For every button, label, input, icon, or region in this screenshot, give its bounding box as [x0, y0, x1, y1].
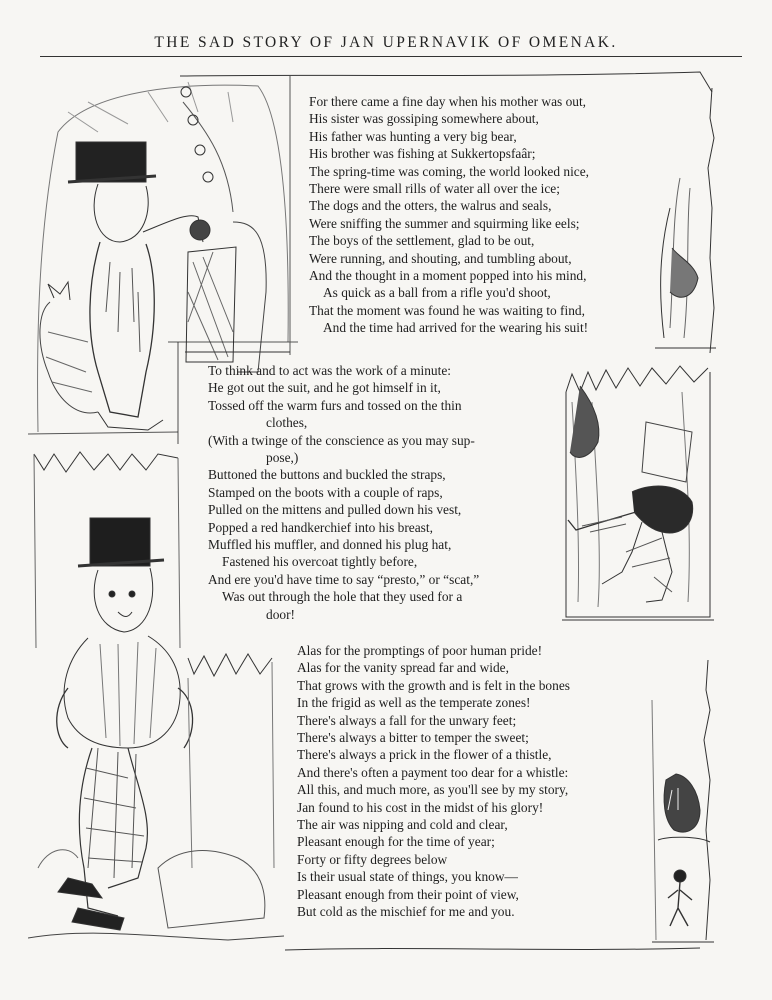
stanza-1-line: His brother was fishing at Sukkertopsfaâr; — [309, 146, 536, 162]
stanza-2-line: clothes, — [266, 415, 308, 431]
stanza-3 — [297, 642, 570, 921]
stanza-3-line: And there's often a payment too dear for a whistle: — [297, 764, 569, 780]
stanza-1-line: And the thought in a moment popped into his mind, — [309, 268, 587, 284]
stanza-1 — [309, 93, 589, 337]
stanza-3-line: But cold as the mischief for me and you. — [297, 904, 515, 920]
stanza-3-line: Pleasant enough from their point of view, — [297, 886, 519, 902]
stanza-1-line: Were running, and shouting, and tumbling about, — [309, 250, 572, 266]
stanza-3-line: Is their usual state of things, you know— — [297, 869, 518, 885]
walrus-figure-drawing — [648, 660, 720, 950]
stanza-2-line: door! — [266, 606, 296, 622]
icicles-right-drawing — [650, 78, 720, 358]
stanza-3-line: All this, and much more, as you'll see by my story, — [297, 782, 569, 798]
stanza-2-line: Fastened his overcoat tightly before, — [222, 554, 418, 570]
stanza-2-line: (With a twinge of the conscience as you may sup- — [208, 432, 475, 448]
stanza-2-line: He got out the suit, and he got himself in it, — [208, 380, 441, 396]
stanza-2-line: Was out through the hole that they used for a — [222, 589, 463, 605]
stanza-2-line: pose,) — [266, 450, 299, 466]
illustration-walrus-and-figure — [648, 660, 720, 950]
stanza-2-line: And ere you'd have time to say “presto,” or “scat,” — [208, 571, 480, 587]
stanza-3-line: Forty or fifty degrees below — [297, 851, 448, 867]
stanza-1-line: His father was hunting a very big bear, — [309, 128, 517, 144]
boy-crawling-drawing — [562, 362, 714, 624]
stanza-1-line: The spring-time was coming, the world looked nice, — [309, 163, 590, 179]
stanza-3-line: In the frigid as well as the temperate zones! — [297, 695, 531, 711]
stanza-3-line: Alas for the vanity spread far and wide, — [297, 660, 509, 676]
stanza-2-line: Pulled on the mittens and pulled down his vest, — [208, 502, 462, 518]
stanza-2-line: Tossed off the warm furs and tossed on the thin — [208, 397, 462, 413]
stanza-1-line: As quick as a ball from a rifle you'd shoot, — [323, 285, 551, 301]
stanza-3-line: Pleasant enough for the time of year; — [297, 834, 495, 850]
stanza-1-line: And the time had arrived for the wearing his suit! — [323, 320, 589, 336]
stanza-1-line: There were small rills of water all over the ice; — [309, 181, 560, 197]
stanza-1-line: The boys of the settlement, glad to be out, — [309, 233, 535, 249]
stanza-1-line: The dogs and the otters, the walrus and seals, — [309, 198, 552, 214]
page-title: THE SAD STORY OF JAN UPERNAVIK OF OMENAK. — [154, 34, 618, 51]
stanza-3-line: The air was nipping and cold and clear, — [297, 817, 508, 833]
stanza-3-line: Jan found to his cost in the midst of his glory! — [297, 799, 544, 815]
stanza-2-line: Popped a red handkerchief into his breast, — [208, 519, 433, 535]
title-rule — [40, 56, 742, 57]
stanza-3-line: There's always a bitter to temper the sweet; — [297, 730, 529, 746]
stanza-2-line: Muffled his muffler, and donned his plug hat, — [208, 537, 452, 553]
stanza-1-line: His sister was gossiping somewhere about, — [309, 111, 539, 127]
stanza-1-line: That the moment was found he was waiting to find, — [309, 302, 585, 318]
stanza-3-line: There's always a prick in the flower of a thistle, — [297, 747, 552, 763]
stanza-3-line: Alas for the promptings of poor human pride! — [297, 643, 543, 658]
stanza-2-line: Buttoned the buttons and buckled the straps, — [208, 467, 446, 483]
stanza-3-line: There's always a fall for the unwary feet; — [297, 712, 517, 728]
stanza-2-line: To think and to act was the work of a minute: — [208, 363, 452, 378]
stanza-1-line: Were sniffing the summer and squirming like eels; — [309, 215, 580, 231]
illustration-icicles-right — [650, 78, 720, 358]
stanza-2 — [208, 362, 479, 623]
stanza-2-line: Stamped on the boots with a couple of raps, — [208, 484, 443, 500]
stanza-1-line: For there came a fine day when his mother was out, — [309, 94, 587, 109]
stanza-3-line: That grows with the growth and is felt in the bones — [297, 677, 570, 693]
illustration-boy-crawling-out — [562, 362, 714, 624]
